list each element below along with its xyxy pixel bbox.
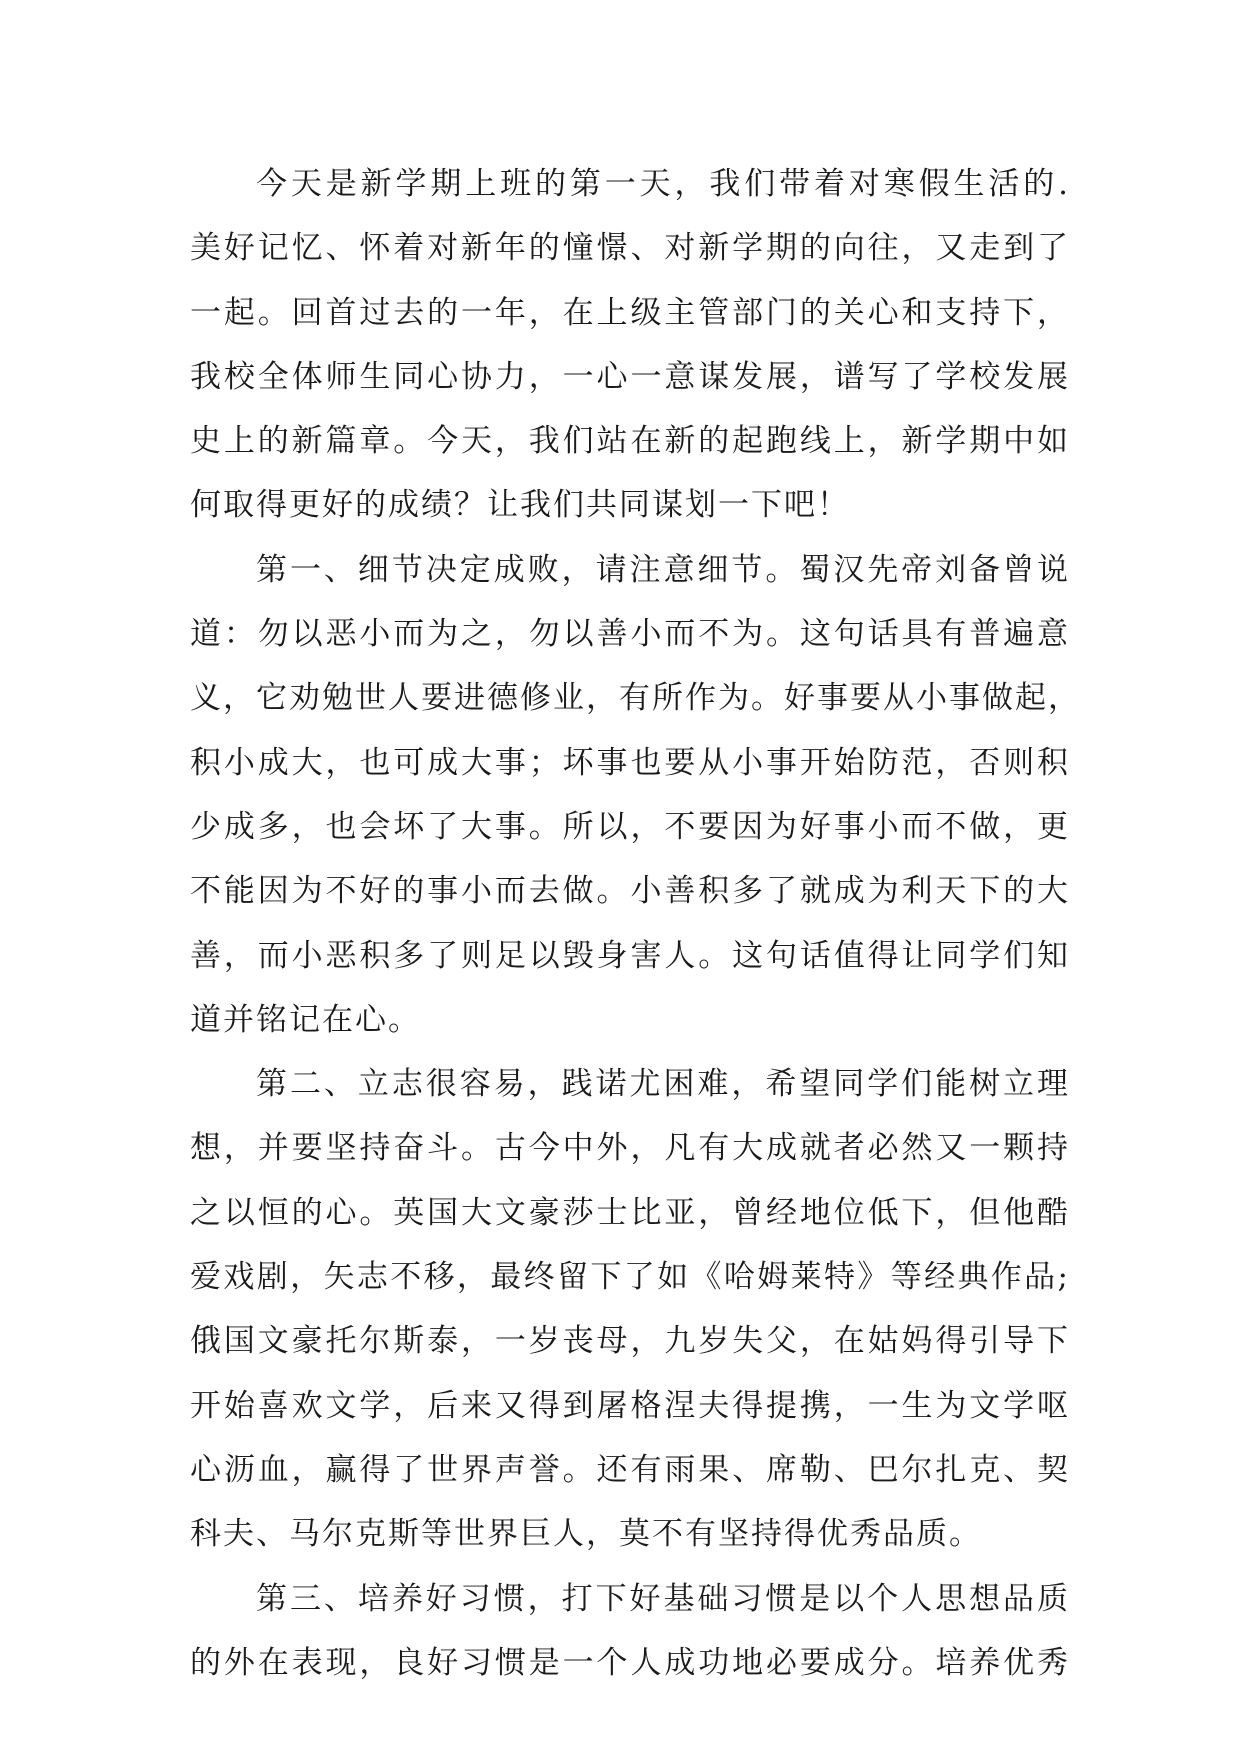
- paragraph-2: [190, 538, 1081, 1052]
- paragraph-3: [190, 1052, 1070, 1566]
- text-line: 义，它劝勉世人要进德修业，有所作为。好事要从小事做起，: [190, 680, 1081, 717]
- text-line: 何取得更好的成绩？让我们共同谋划一下吧！: [190, 487, 850, 524]
- text-line: 想，并要坚持奋斗。古今中外，凡有大成就者必然又一颗持: [190, 1130, 1070, 1167]
- paragraph-4: [190, 1567, 1070, 1696]
- text-line: 科夫、马尔克斯等世界巨人，莫不有坚持得优秀品质。: [190, 1516, 982, 1553]
- text-line: 今天是新学期上班的第一天，我们带着对寒假生活的.: [256, 166, 1070, 202]
- text-line: 道并铭记在心。: [190, 1001, 421, 1038]
- text-line: 不能因为不好的事小而去做。小善积多了就成为利天下的大: [190, 873, 1070, 910]
- text-line: 俄国文豪托尔斯泰，一岁丧母，九岁失父，在姑妈得引导下: [190, 1323, 1070, 1360]
- text-line: 第二、立志很容易，践诺尤困难，希望同学们能树立理: [256, 1066, 1070, 1103]
- paragraph-1: [190, 152, 1070, 538]
- text-line: 善，而小恶积多了则足以毁身害人。这句话值得让同学们知: [190, 937, 1070, 974]
- text-line: 心沥血，赢得了世界声誉。还有雨果、席勒、巴尔扎克、契: [190, 1451, 1070, 1488]
- text-line: 道：勿以恶小而为之，勿以善小而不为。这句话具有普遍意: [190, 616, 1070, 653]
- text-line: 的外在表现，良好习惯是一个人成功地必要成分。培养优秀: [190, 1644, 1070, 1681]
- text-line: 一起。回首过去的一年，在上级主管部门的关心和支持下，: [190, 294, 1070, 331]
- text-line: 少成多，也会坏了大事。所以，不要因为好事小而不做，更: [190, 808, 1070, 845]
- text-line: 积小成大，也可成大事；坏事也要从小事开始防范，否则积: [190, 744, 1070, 781]
- text-line: 史上的新篇章。今天，我们站在新的起跑线上，新学期中如: [190, 423, 1070, 460]
- text-line: 第一、细节决定成败，请注意细节。蜀汉先帝刘备曾说: [256, 551, 1070, 588]
- text-line: 开始喜欢文学，后来又得到屠格涅夫得提携，一生为文学呕: [190, 1387, 1070, 1424]
- text-line: 美好记忆、怀着对新年的憧憬、对新学期的向往，又走到了: [190, 230, 1070, 267]
- text-line: 之以恒的心。英国大文豪莎士比亚，曾经地位低下，但他酷: [190, 1194, 1070, 1231]
- text-line: 我校全体师生同心协力，一心一意谋发展，谱写了学校发展: [190, 358, 1070, 395]
- text-line: 爱戏剧，矢志不移，最终留下了如《哈姆莱特》等经典作品;: [190, 1259, 1070, 1296]
- document-body: [190, 152, 1081, 1695]
- text-line: 第三、培养好习惯，打下好基础习惯是以个人思想品质: [256, 1580, 1070, 1617]
